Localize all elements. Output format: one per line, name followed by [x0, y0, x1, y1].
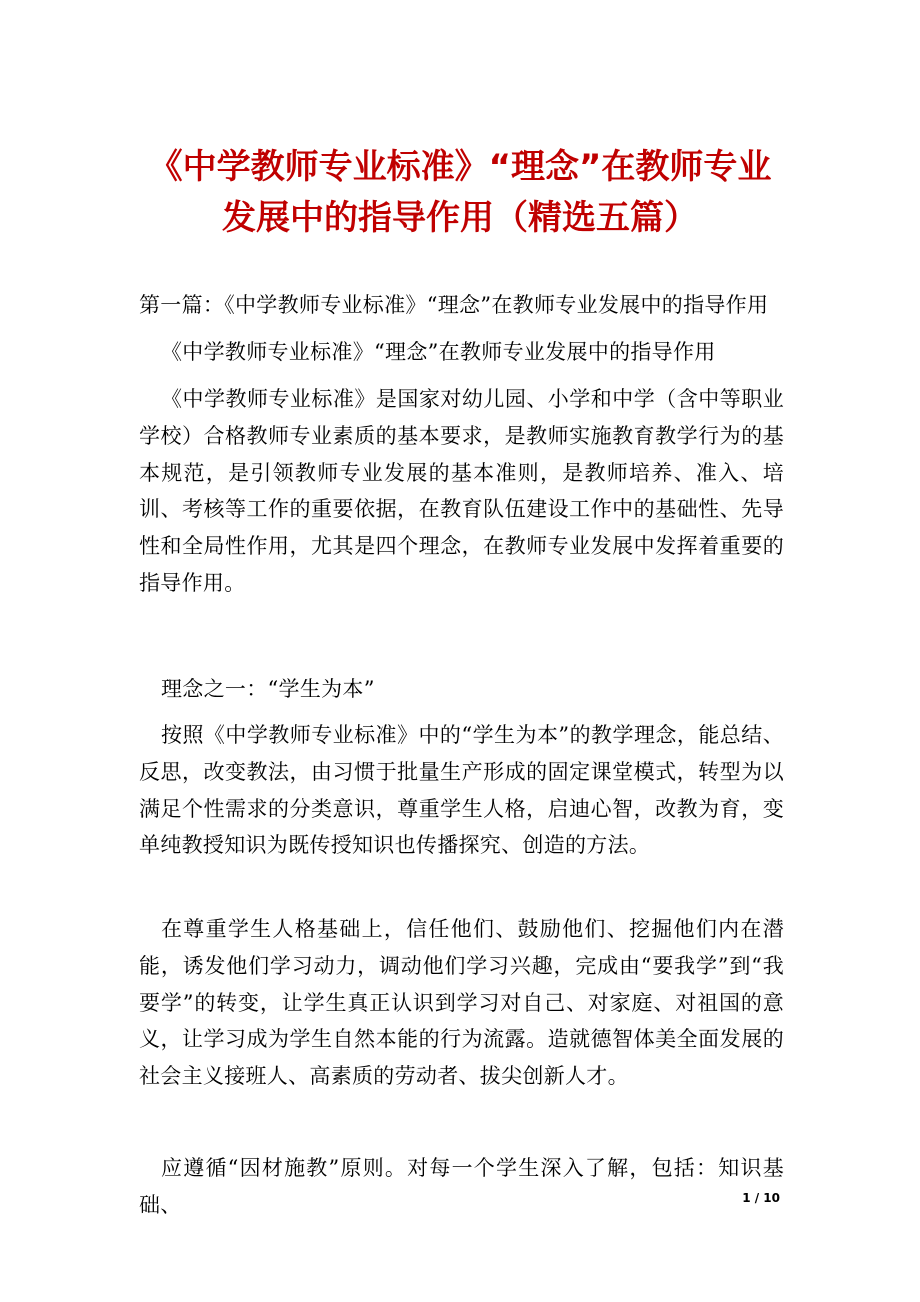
document-title-line-1: 《中学教师专业标准》“理念”在教师专业	[148, 147, 772, 187]
document-title-line-2: 发展中的指导作用（精选五篇）	[222, 198, 698, 238]
section-heading: 第一篇：《中学教师专业标准》“理念”在教师专业发展中的指导作用	[139, 293, 769, 317]
page-number: 1 / 10	[742, 1191, 780, 1205]
body-paragraph: 应遵循“因材施教”原则。对每一个学生深入了解，包括：知识基础、	[139, 1156, 784, 1217]
concept-heading: 理念之一：“学生为本”	[161, 677, 375, 701]
body-paragraph: 按照《中学教师专业标准》中的“学生为本”的教学理念，能总结、反思，改变教法，由习惯于批量生产形成的固定课堂模式，转型为以满足个性需求的分类意识，尊重学生人格，启迪心智，改教为育，变单纯教授知识为既传授知识也传播探究、创造的方法。	[139, 723, 784, 858]
body-paragraph: 《中学教师专业标准》是国家对幼儿园、小学和中学（含中等职业学校）合格教师专业素质的基本要求，是教师实施教育教学行为的基本规范，是引领教师专业发展的基本准则，是教师培养、准入、培训、考核等工作的重要依据，在教育队伍建设工作中的基础性、先导性和全局性作用，尤其是四个理念，在教师专业发展中发挥着重要的指导作用。	[139, 387, 784, 595]
body-paragraph: 在尊重学生人格基础上，信任他们、鼓励他们、挖掘他们内在潜能，诱发他们学习动力，调动他们学习兴趣，完成由“要我学”到“我要学”的转变，让学生真正认识到学习对自己、对家庭、对祖国的意义，让学习成为学生自然本能的行为流露。造就德智体美全面发展的社会主义接班人、高素质的劳动者、拔尖创新人才。	[139, 917, 784, 1089]
sub-heading: 《中学教师专业标准》“理念”在教师专业发展中的指导作用	[161, 340, 716, 364]
